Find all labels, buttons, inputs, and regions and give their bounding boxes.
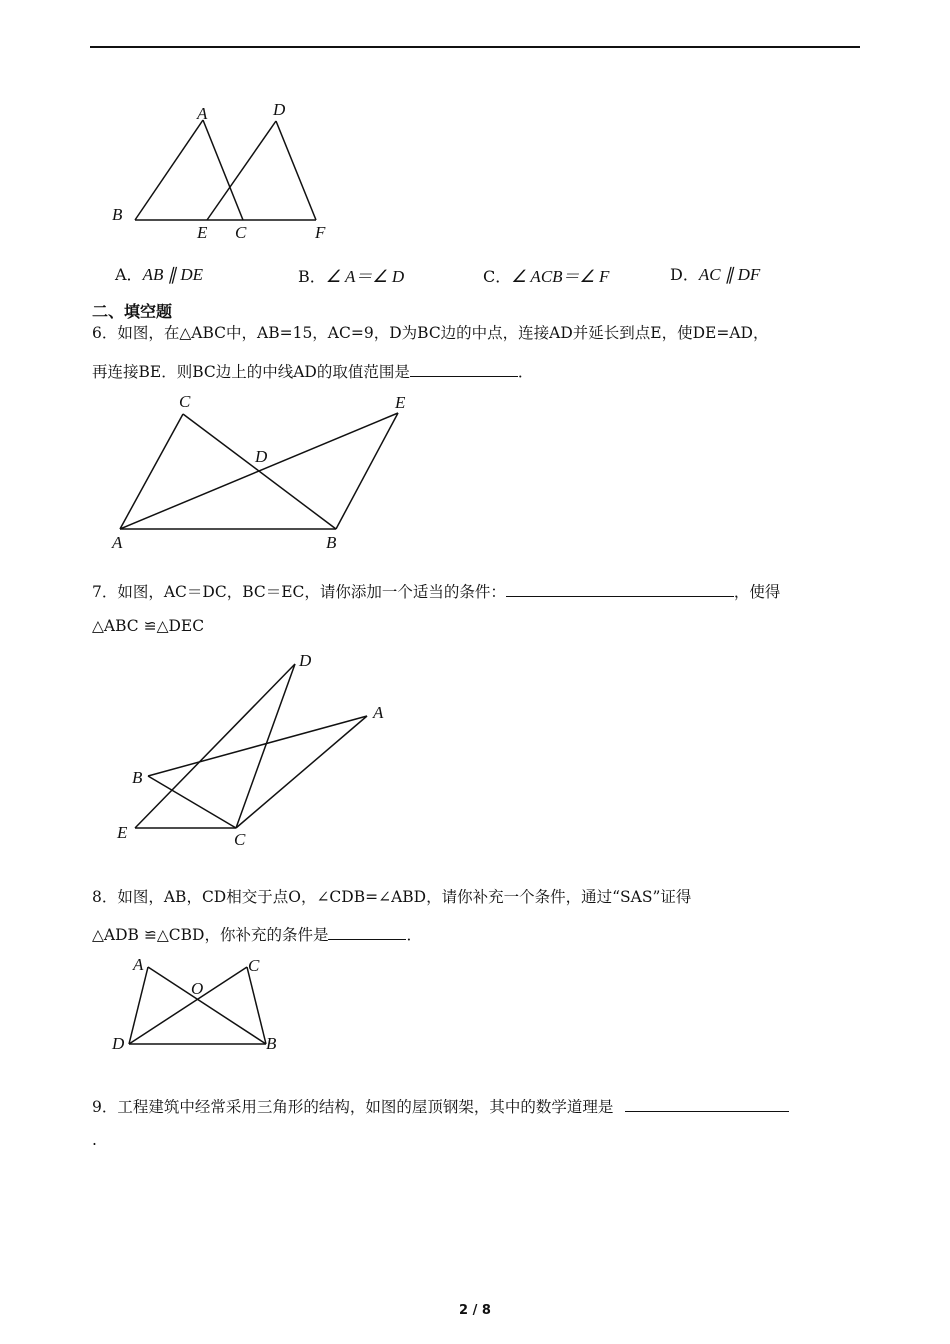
option-a[interactable]: A．AB ∥ DE: [115, 265, 203, 284]
q7-line2: △ABC ≌△DEC: [92, 617, 205, 635]
segment-AC: [203, 120, 243, 220]
figure-q6: [100, 385, 430, 560]
label-C: C: [248, 956, 260, 975]
label-D: D: [299, 651, 312, 670]
q6-line1: 6．如图，在△ABC中，AB=15，AC=9，D为BC边的中点，连接AD并延长到点E，使DE=AD，: [92, 324, 769, 342]
label-E: E: [197, 223, 208, 242]
q9-line2: .: [92, 1131, 97, 1149]
label-B: B: [326, 533, 337, 552]
label-D: D: [255, 447, 268, 466]
label-C: C: [234, 830, 246, 849]
label-A: A: [197, 104, 208, 123]
label-F: F: [315, 223, 326, 242]
label-C: C: [179, 392, 191, 411]
figure-q5: [100, 95, 350, 250]
segment-AC: [120, 414, 183, 529]
label-B: B: [132, 768, 143, 787]
label-A: A: [112, 533, 123, 552]
label-B: B: [112, 205, 123, 224]
segment-DF: [276, 121, 316, 220]
segment-BE: [336, 413, 398, 529]
q8-line2: △ADB ≌△CBD，你补充的条件是 ．: [92, 923, 422, 945]
label-D: D: [112, 1034, 125, 1053]
label-B: B: [266, 1034, 277, 1053]
segment-DC: [129, 967, 247, 1044]
figure-q8: [100, 950, 300, 1060]
segment-AB: [148, 967, 266, 1044]
section-title: 二、填空题: [92, 302, 173, 321]
option-d[interactable]: D．AC ∥ DF: [670, 265, 761, 284]
q7-answer-blank[interactable]: [506, 580, 734, 597]
segment-AE: [120, 413, 398, 529]
q6-line2: 再连接BE．则BC边上的中线AD的取值范围是 ．: [92, 360, 533, 382]
segment-CB: [247, 967, 266, 1044]
label-A: A: [373, 703, 384, 722]
label-C: C: [235, 223, 247, 242]
option-c[interactable]: C．∠ ACB＝∠ F: [483, 267, 610, 286]
q8-line1: 8．如图，AB，CD相交于点O，∠CDB=∠ABD，请你补充一个条件，通过“SAS”证得: [92, 888, 692, 906]
segment-ED: [207, 121, 276, 220]
q7-line1: 7．如图，AC＝DC，BC＝EC，请你添加一个适当的条件： ，使得: [92, 580, 780, 602]
segment-AB: [135, 120, 203, 220]
label-D: D: [273, 100, 286, 119]
header-rule: [90, 46, 860, 48]
option-b[interactable]: B．∠ A＝∠ D: [298, 267, 405, 286]
q9-line1: 9．工程建筑中经常采用三角形的结构，如图的屋顶钢架，其中的数学道理是: [92, 1095, 789, 1117]
q9-answer-blank[interactable]: [625, 1095, 789, 1112]
label-E: E: [395, 393, 406, 412]
page-number: 2 / 8: [459, 1303, 491, 1318]
label-E: E: [117, 823, 128, 842]
segment-DE: [135, 664, 295, 828]
label-O: O: [191, 979, 204, 998]
figure-q7: [100, 650, 400, 850]
q8-answer-blank[interactable]: [328, 923, 406, 940]
label-A: A: [133, 955, 144, 974]
segment-AD: [129, 967, 148, 1044]
q6-answer-blank[interactable]: [410, 360, 518, 377]
